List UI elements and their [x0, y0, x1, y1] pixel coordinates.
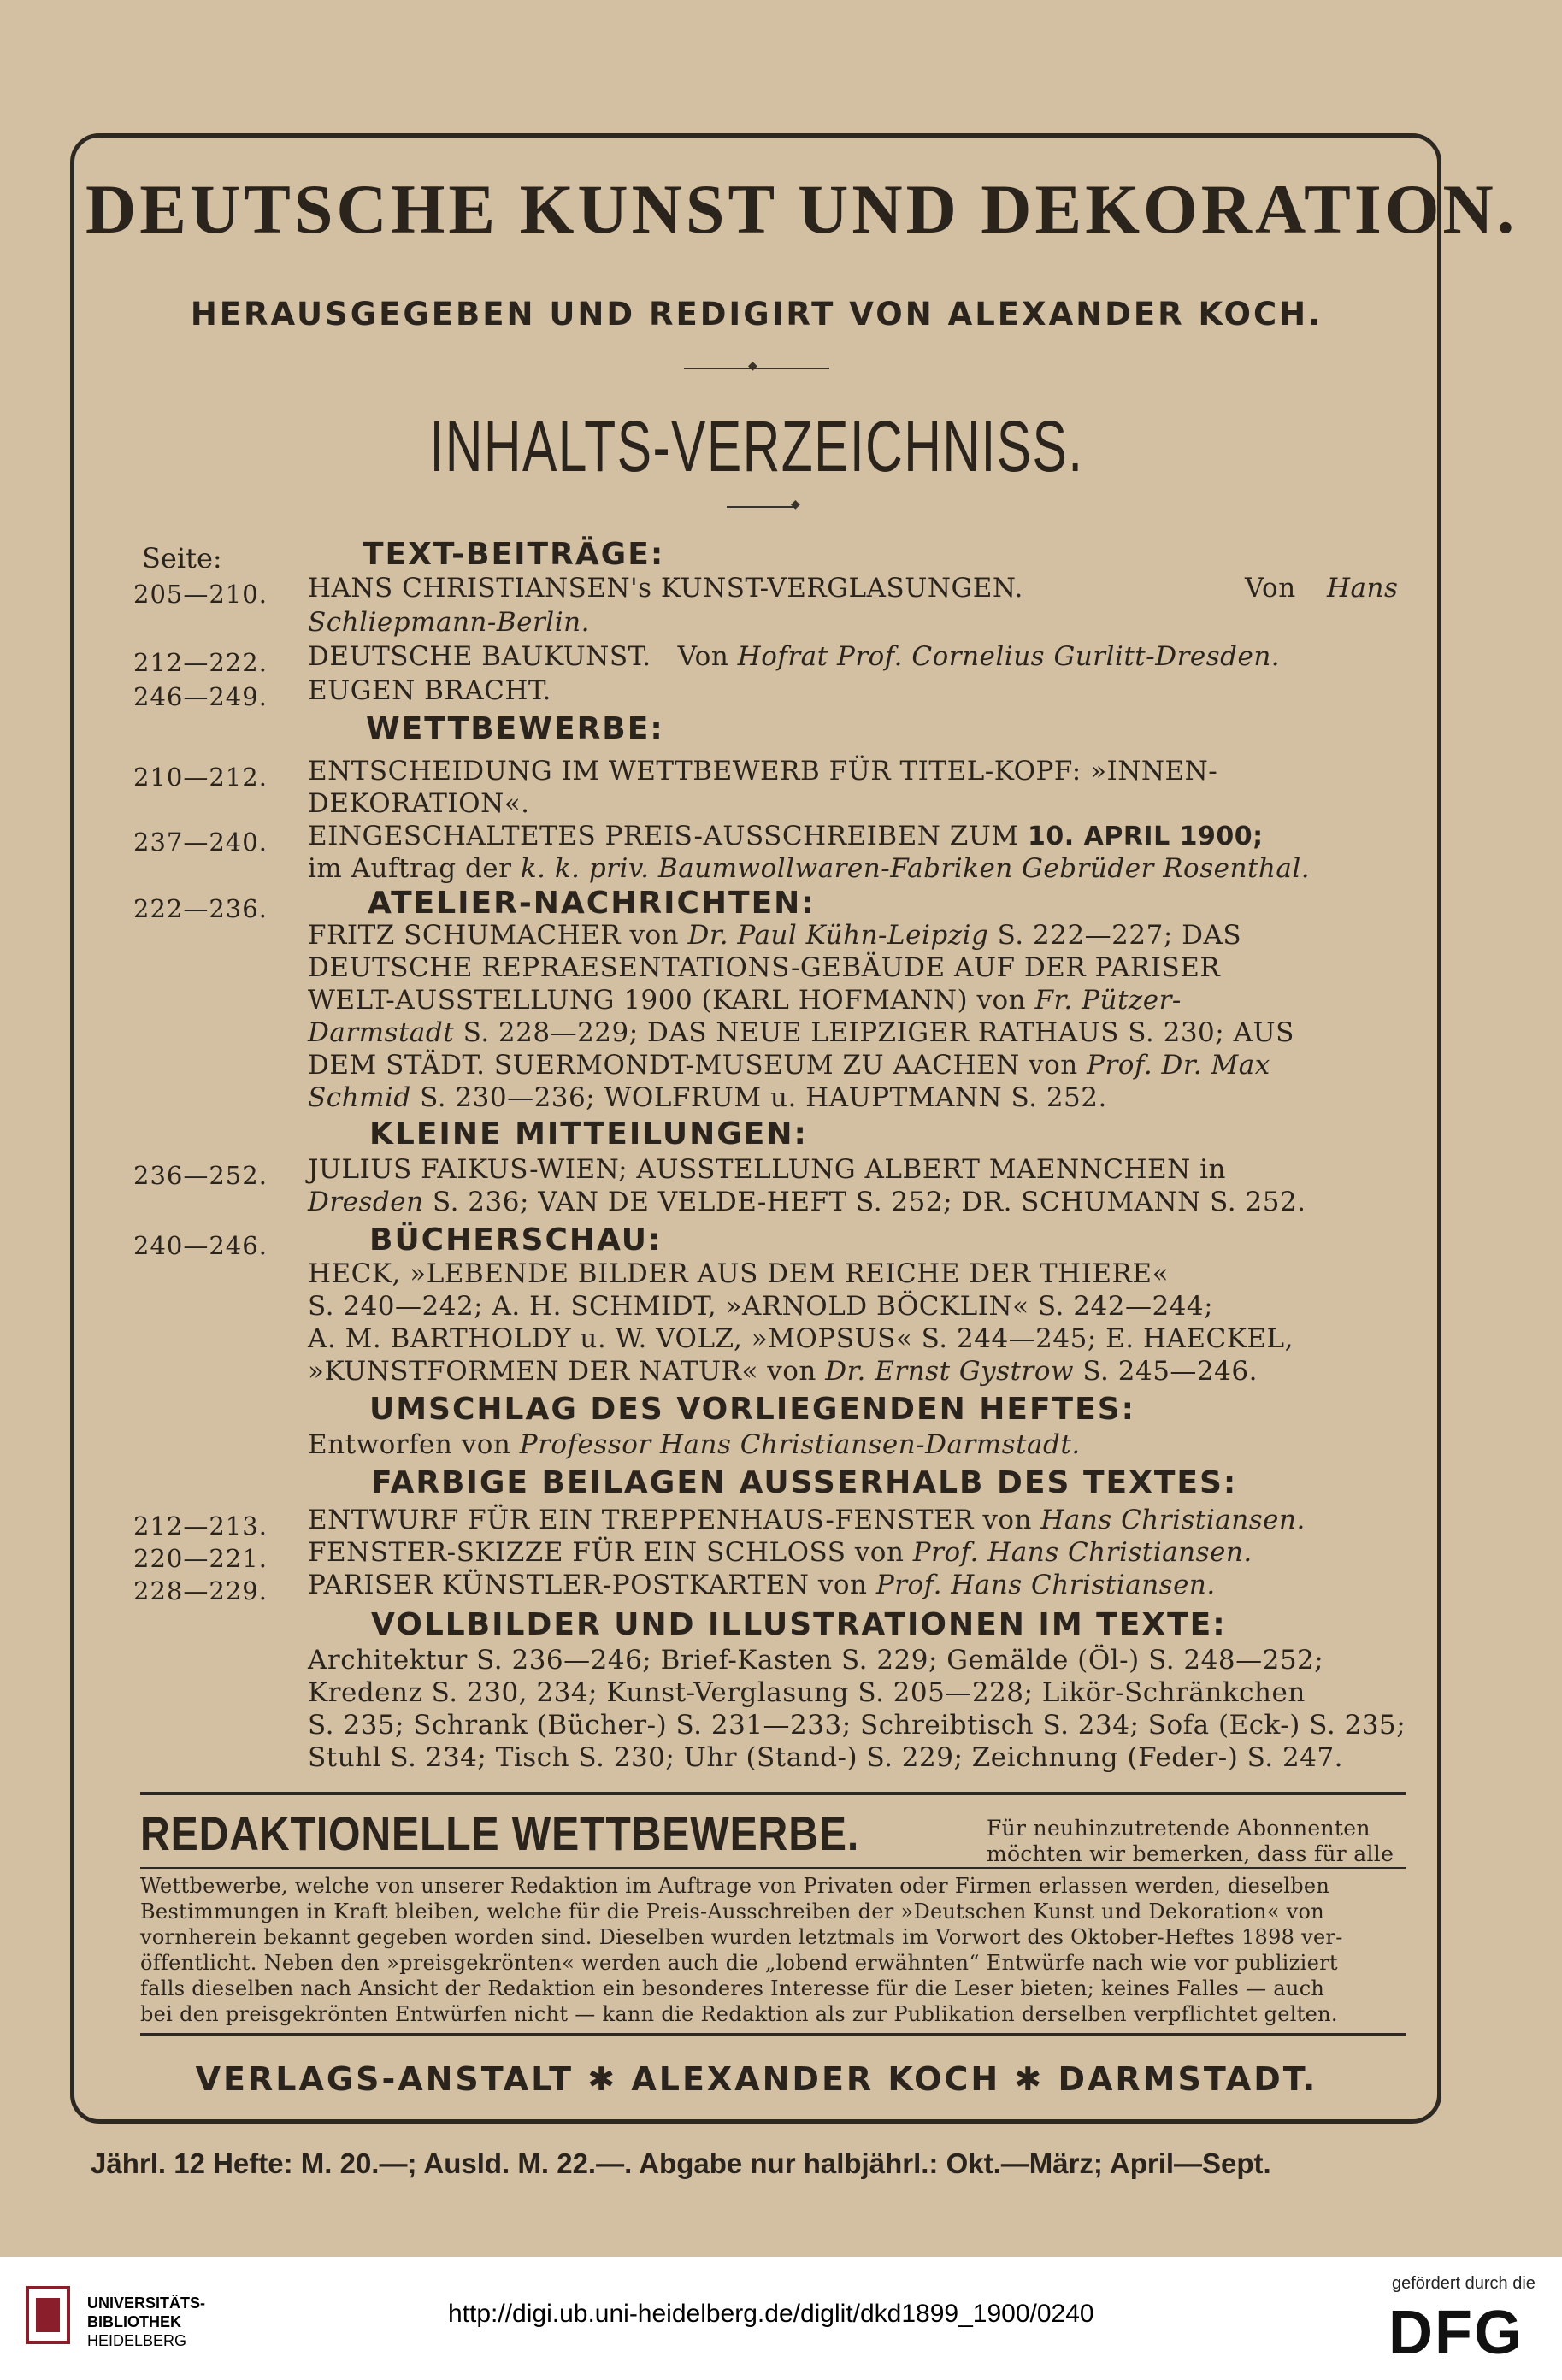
toc-entry: Darmstadt S. 228—229; DAS NEUE LEIPZIGER RATHAUS S. 230; AUS: [308, 1017, 1294, 1048]
page-range: 246—249.: [133, 682, 268, 711]
toc-entry: PARISER KÜNSTLER-POSTKARTEN von Prof. Hans Christiansen.: [308, 1570, 1216, 1600]
toc-entry: JULIUS FAIKUS-WIEN; AUSSTELLUNG ALBERT MAENNCHEN in: [308, 1154, 1226, 1185]
section-umschlag: UMSCHLAG DES VORLIEGENDEN HEFTES:: [369, 1392, 1136, 1427]
page-range: 222—236.: [133, 894, 268, 923]
toc-entry: Architektur S. 236—246; Brief-Kasten S. 229; Gemälde (Öl-) S. 248—252;: [308, 1645, 1324, 1676]
section-atelier-nachrichten: ATELIER-NACHRICHTEN:: [368, 886, 816, 921]
ornament-divider: [684, 368, 829, 369]
toc-entry: A. M. BARTHOLDY u. W. VOLZ, »MOPSUS« S. 244—245; E. HAECKEL,: [308, 1323, 1294, 1354]
page-range: 220—221.: [133, 1544, 268, 1573]
toc-entry: DEM STÄDT. SUERMONDT-MUSEUM ZU AACHEN von Prof. Dr. Max: [308, 1050, 1270, 1081]
page-range: 236—252.: [133, 1161, 268, 1190]
toc-entry: DEUTSCHE BAUKUNST. Von Hofrat Prof. Cornelius Gurlitt-Dresden.: [308, 641, 1281, 672]
toc-author: Schliepmann-Berlin.: [308, 607, 590, 638]
toc-entry: Stuhl S. 234; Tisch S. 230; Uhr (Stand-) S. 229; Zeichnung (Feder-) S. 247.: [308, 1742, 1344, 1773]
toc-entry: WELT-AUSSTELLUNG 1900 (KARL HOFMANN) von Fr. Pützer-: [308, 985, 1182, 1016]
toc-entry: Entworfen von Professor Hans Christiansen-Darmstadt.: [308, 1429, 1081, 1460]
divider-rule-thin: [140, 1867, 1406, 1869]
redaktion-text: bei den preisgekrönten Entwürfen nicht — kann die Redaktion als zur Publikation derselben verpflichtet gelten.: [140, 2002, 1338, 2026]
price-note: Jährl. 12 Hefte: M. 20.—; Ausld. M. 22.—. Abgabe nur halbjährl.: Okt.—März; April—Sept.: [91, 2147, 1271, 2179]
funding-note: gefördert durch die: [1392, 2274, 1535, 2293]
page-range: 210—212.: [133, 763, 268, 792]
page-range: 212—213.: [133, 1511, 268, 1541]
toc-entry: ENTWURF FÜR EIN TREPPENHAUS-FENSTER von Hans Christiansen.: [308, 1505, 1306, 1535]
page-range: 212—222.: [133, 648, 268, 677]
toc-entry: S. 235; Schrank (Bücher-) S. 231—233; Schreibtisch S. 234; Sofa (Eck-) S. 235;: [308, 1710, 1406, 1741]
ornament-divider-small: [727, 506, 795, 508]
toc-entry: EINGESCHALTETES PREIS-AUSSCHREIBEN ZUM 10. APRIL 1900;: [308, 821, 1264, 851]
library-name-line2: BIBLIOTHEK: [87, 2313, 181, 2330]
toc-entry: EUGEN BRACHT.: [308, 675, 551, 706]
magazine-title: DEUTSCHE KUNST UND DEKORATION.: [85, 170, 1518, 248]
publisher-line: VERLAGS-ANSTALT ✱ ALEXANDER KOCH ✱ DARMSTADT.: [195, 2060, 1318, 2098]
toc-entry: Dresden S. 236; VAN DE VELDE-HEFT S. 252; DR. SCHUMANN S. 252.: [308, 1187, 1306, 1217]
toc-entry: S. 240—242; A. H. SCHMIDT, »ARNOLD BÖCKLIN« S. 242—244;: [308, 1291, 1214, 1322]
dfg-logo: DFG: [1388, 2299, 1524, 2367]
page-range: 240—246.: [133, 1231, 268, 1260]
section-wettbewerbe: WETTBEWERBE:: [366, 711, 664, 746]
page-range: 205—210.: [133, 580, 268, 609]
redaktion-text: öffentlicht. Neben den »preisgekrönten« werden auch die „lobend erwähnten“ Entwürfe nach wie vor publiziert: [140, 1951, 1338, 1975]
toc-entry: FRITZ SCHUMACHER von Dr. Paul Kühn-Leipzig S. 222—227; DAS: [308, 920, 1242, 951]
page-range: 237—240.: [133, 828, 268, 857]
section-vollbilder: VOLLBILDER UND ILLUSTRATIONEN IM TEXTE:: [371, 1607, 1227, 1642]
toc-entry: Kredenz S. 230, 234; Kunst-Verglasung S. 205—228; Likör-Schränkchen: [308, 1677, 1306, 1708]
divider-rule: [140, 2033, 1406, 2036]
editor-line: HERAUSGEGEBEN UND REDIGIRT VON ALEXANDER KOCH.: [190, 296, 1323, 333]
seite-label: Seite:: [142, 542, 222, 574]
redaktion-text: Für neuhinzutretende Abonnenten: [987, 1816, 1370, 1841]
toc-entry: DEUTSCHE REPRAESENTATIONS-GEBÄUDE AUF DER PARISER: [308, 952, 1221, 983]
section-kleine-mitteilungen: KLEINE MITTEILUNGEN:: [369, 1116, 808, 1152]
page-range: 228—229.: [133, 1576, 268, 1605]
redaktion-text: vornherein bekannt gegeben worden sind. Dieselben wurden letztmals im Vorwort des Oktober-Heftes 1898 ver-: [140, 1925, 1343, 1949]
redaktion-text: falls dieselben nach Ansicht der Redaktion ein besonderes Interesse für die Leser bieten; keines Falles — auch: [140, 1976, 1325, 2000]
section-farbige-beilagen: FARBIGE BEILAGEN AUSSERHALB DES TEXTES:: [371, 1465, 1238, 1500]
section-buecherschau: BÜCHERSCHAU:: [369, 1222, 663, 1258]
toc-entry: ENTSCHEIDUNG IM WETTBEWERB FÜR TITEL-KOPF: »INNEN-: [308, 756, 1218, 786]
toc-author: Hans: [1327, 573, 1399, 604]
section-text-beitraege: TEXT-BEITRÄGE:: [363, 537, 665, 572]
permalink-url[interactable]: http://digi.ub.uni-heidelberg.de/diglit/dkd1899_1900/0240: [448, 2300, 1094, 2328]
redaktion-text: Bestimmungen in Kraft bleiben, welche für die Preis-Ausschreiben der »Deutschen Kunst und Dekoration« von: [140, 1900, 1325, 1923]
divider-rule: [140, 1792, 1406, 1795]
redaktion-text: möchten wir bemerken, dass für alle: [987, 1841, 1394, 1866]
toc-entry: FENSTER-SKIZZE FÜR EIN SCHLOSS von Prof. Hans Christiansen.: [308, 1537, 1253, 1568]
toc-entry: »KUNSTFORMEN DER NATUR« von Dr. Ernst Gystrow S. 245—246.: [308, 1356, 1258, 1387]
toc-entry-part: Von: [1245, 573, 1296, 604]
toc-heading: INHALTS-VERZEICHNISS.: [429, 406, 1084, 486]
toc-entry: im Auftrag der k. k. priv. Baumwollwaren-Fabriken Gebrüder Rosenthal.: [308, 853, 1311, 884]
redaktion-text: Wettbewerbe, welche von unserer Redaktion im Auftrage von Privaten oder Firmen erlassen werden, dieselben: [140, 1874, 1330, 1898]
toc-entry: HANS CHRISTIANSEN's KUNST-VERGLASUNGEN.: [308, 573, 1023, 604]
toc-entry: DEKORATION«.: [308, 788, 530, 819]
library-name-line3: HEIDELBERG: [87, 2332, 187, 2349]
redaktion-title: REDAKTIONELLE WETTBEWERBE.: [140, 1806, 860, 1860]
toc-entry: Schmid S. 230—236; WOLFRUM u. HAUPTMANN S. 252.: [308, 1082, 1107, 1113]
library-name-line1: UNIVERSITÄTS-: [87, 2295, 206, 2312]
university-seal-icon: [24, 2284, 72, 2346]
toc-entry: HECK, »LEBENDE BILDER AUS DEM REICHE DER THIERE«: [308, 1258, 1169, 1289]
